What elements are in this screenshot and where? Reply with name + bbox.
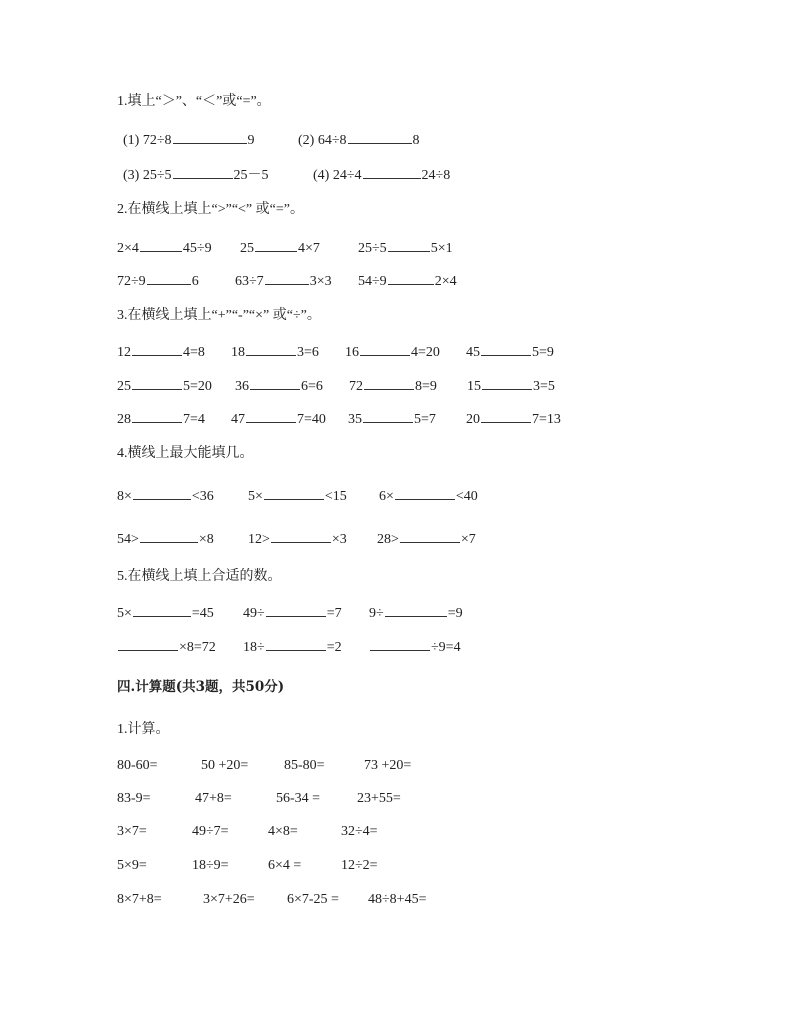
answer-blank[interactable] <box>264 486 324 500</box>
section-5-title: 5.在横线上填上合适的数。 <box>117 569 282 584</box>
s3-item-10-post: 7=40 <box>297 412 326 427</box>
part-4-heading: 四.计算题(共3题，共50分) <box>117 679 285 695</box>
s3-item-2-pre: 18 <box>231 345 245 360</box>
calc-item: 8×7+8= <box>117 892 162 907</box>
s3-item-5-pre: 25 <box>117 379 131 394</box>
section-2-title: 2.在横线上填上“>”“<” 或“=”。 <box>117 202 304 217</box>
answer-blank[interactable] <box>173 165 233 179</box>
s1-item-3-label: (3) <box>123 168 140 183</box>
s3-item-12-pre: 20 <box>466 412 480 427</box>
s3-item-6-pre: 36 <box>235 379 249 394</box>
s4-item-4-pre: 54> <box>117 532 139 547</box>
s3-item-11-post: 5=7 <box>414 412 436 427</box>
answer-blank[interactable] <box>246 409 296 423</box>
s4-item-5-pre: 12> <box>248 532 270 547</box>
answer-blank[interactable] <box>400 529 460 543</box>
s5-item-4 <box>117 637 216 658</box>
s4-item-3-pre: 6× <box>379 489 394 504</box>
s2-item-6 <box>358 271 457 292</box>
s3-item-10-pre: 47 <box>231 412 245 427</box>
calc-item: 4×8= <box>268 824 298 839</box>
answer-blank[interactable] <box>364 376 414 390</box>
s1-item-2 <box>298 130 420 151</box>
s2-item-3-post: 5×1 <box>430 241 453 256</box>
s3-item-3 <box>345 342 440 363</box>
s2-item-3 <box>358 238 453 259</box>
answer-blank[interactable] <box>140 529 198 543</box>
s4-item-5 <box>248 529 347 550</box>
s4-item-2-pre: 5× <box>248 489 263 504</box>
s5-item-1 <box>117 603 214 624</box>
calc-item: 3×7= <box>117 824 147 839</box>
s3-item-6-post: 6=6 <box>301 379 323 394</box>
s3-item-11-pre: 35 <box>348 412 362 427</box>
s2-item-6-pre: 54÷9 <box>358 274 387 289</box>
calc-item: 56-34 = <box>276 791 321 806</box>
answer-blank[interactable] <box>360 342 410 356</box>
answer-blank[interactable] <box>132 376 182 390</box>
s1-item-1-label: (1) <box>123 133 140 148</box>
s3-item-8-pre: 15 <box>467 379 481 394</box>
answer-blank[interactable] <box>363 409 413 423</box>
s1-item-1-post: 9 <box>247 133 255 148</box>
s4-item-4-post: ×8 <box>198 532 214 547</box>
s5-item-4-post: ×8=72 <box>179 640 216 655</box>
s5-item-2 <box>243 603 342 624</box>
s5-item-6 <box>369 637 461 658</box>
answer-blank[interactable] <box>173 130 247 144</box>
s4-item-1 <box>117 486 214 507</box>
s4-item-2-post: <15 <box>324 489 347 504</box>
answer-blank[interactable] <box>132 342 182 356</box>
s2-item-1-pre: 2×4 <box>117 241 139 256</box>
s4-item-5-post: ×3 <box>331 532 347 547</box>
s3-item-8 <box>467 376 555 397</box>
s1-item-2-pre: 64÷8 <box>317 133 347 148</box>
calc-item: 48÷8+45= <box>368 892 427 907</box>
s3-item-2 <box>231 342 319 363</box>
s4-item-1-post: <36 <box>191 489 214 504</box>
s3-item-5-post: 5=20 <box>183 379 212 394</box>
s2-item-1 <box>117 238 212 259</box>
s1-item-2-post: 8 <box>412 133 420 148</box>
calc-item: 73 +20= <box>364 758 412 773</box>
s3-item-7 <box>349 376 437 397</box>
s5-item-3-post: =9 <box>447 606 463 621</box>
s3-item-2-post: 3=6 <box>297 345 319 360</box>
answer-blank[interactable] <box>481 342 531 356</box>
s4-item-6-pre: 28> <box>377 532 399 547</box>
s2-item-2-pre: 25 <box>240 241 254 256</box>
s5-item-3 <box>369 603 463 624</box>
s2-item-1-post: 45÷9 <box>182 241 212 256</box>
answer-blank[interactable] <box>385 603 447 617</box>
s2-item-5-pre: 63÷7 <box>235 274 264 289</box>
calc-item: 32÷4= <box>341 824 378 839</box>
answer-blank[interactable] <box>266 637 326 651</box>
s3-item-5 <box>117 376 212 397</box>
s4-item-6-post: ×7 <box>460 532 476 547</box>
answer-blank[interactable] <box>482 376 532 390</box>
s1-item-4-pre: 24÷4 <box>332 168 362 183</box>
answer-blank[interactable] <box>118 637 178 651</box>
calc-item: 85-80= <box>284 758 325 773</box>
calc-item: 12÷2= <box>341 858 378 873</box>
section-4-title: 4.横线上最大能填几。 <box>117 446 254 461</box>
s3-item-12-post: 7=13 <box>532 412 561 427</box>
calc-item: 3×7+26= <box>203 892 255 907</box>
s3-item-11 <box>348 409 436 430</box>
answer-blank[interactable] <box>370 637 430 651</box>
answer-blank[interactable] <box>133 603 191 617</box>
s5-item-5 <box>243 637 342 658</box>
s2-item-4 <box>117 271 199 292</box>
s1-item-3-pre: 25÷5 <box>142 168 172 183</box>
s2-item-5-post: 3×3 <box>309 274 332 289</box>
answer-blank[interactable] <box>246 342 296 356</box>
answer-blank[interactable] <box>265 271 309 285</box>
s2-item-6-post: 2×4 <box>434 274 457 289</box>
s5-item-5-post: =2 <box>326 640 342 655</box>
s4-item-1-pre: 8× <box>117 489 132 504</box>
s3-item-1-post: 4=8 <box>183 345 205 360</box>
s5-item-2-post: =7 <box>326 606 342 621</box>
s3-item-8-post: 3=5 <box>533 379 555 394</box>
s5-item-2-pre: 49÷ <box>243 606 265 621</box>
calc-item: 80-60= <box>117 758 158 773</box>
answer-blank[interactable] <box>348 130 412 144</box>
s3-item-4 <box>466 342 554 363</box>
answer-blank[interactable] <box>250 376 300 390</box>
s1-item-4 <box>313 165 450 186</box>
s5-item-3-pre: 9÷ <box>369 606 384 621</box>
s2-item-2-post: 4×7 <box>298 241 320 256</box>
s4-item-3 <box>379 486 478 507</box>
s4-item-2 <box>248 486 347 507</box>
answer-blank[interactable] <box>363 165 421 179</box>
answer-blank[interactable] <box>388 238 430 252</box>
s3-item-3-pre: 16 <box>345 345 359 360</box>
calc-item: 6×7-25 = <box>287 892 339 907</box>
s1-item-4-label: (4) <box>313 168 330 183</box>
s2-item-4-pre: 72÷9 <box>117 274 146 289</box>
answer-blank[interactable] <box>388 271 434 285</box>
s5-item-1-pre: 5× <box>117 606 132 621</box>
answer-blank[interactable] <box>271 529 331 543</box>
answer-blank[interactable] <box>395 486 455 500</box>
s5-item-6-post: ÷9=4 <box>431 640 461 655</box>
s4-item-3-post: <40 <box>455 489 478 504</box>
answer-blank[interactable] <box>266 603 326 617</box>
answer-blank[interactable] <box>481 409 531 423</box>
s3-item-7-pre: 72 <box>349 379 363 394</box>
s3-item-3-post: 4=20 <box>411 345 440 360</box>
question-1-title: 1.计算。 <box>117 722 170 737</box>
s3-item-12 <box>466 409 561 430</box>
answer-blank[interactable] <box>255 238 297 252</box>
s1-item-1 <box>123 130 255 151</box>
s1-item-2-label: (2) <box>298 133 315 148</box>
s2-item-3-pre: 25÷5 <box>358 241 387 256</box>
s2-item-5 <box>235 271 332 292</box>
answer-blank[interactable] <box>147 271 191 285</box>
s3-item-1-pre: 12 <box>117 345 131 360</box>
s1-item-3 <box>123 165 269 186</box>
s2-item-4-post: 6 <box>191 274 199 289</box>
answer-blank[interactable] <box>133 486 191 500</box>
s3-item-9-pre: 28 <box>117 412 131 427</box>
calc-item: 47+8= <box>195 791 232 806</box>
calc-item: 23+55= <box>357 791 401 806</box>
answer-blank[interactable] <box>132 409 182 423</box>
s3-item-4-post: 5=9 <box>532 345 554 360</box>
s2-item-2 <box>240 238 320 259</box>
s3-item-4-pre: 45 <box>466 345 480 360</box>
section-1-title: 1.填上“＞”、“＜”或“=”。 <box>117 94 271 109</box>
calc-item: 83-9= <box>117 791 151 806</box>
calc-item: 50 +20= <box>201 758 249 773</box>
s3-item-7-post: 8=9 <box>415 379 437 394</box>
s5-item-1-post: =45 <box>191 606 214 621</box>
s4-item-4 <box>117 529 214 550</box>
s1-item-4-post: 24÷8 <box>421 168 451 183</box>
s4-item-6 <box>377 529 476 550</box>
calc-item: 18÷9= <box>192 858 229 873</box>
s3-item-10 <box>231 409 326 430</box>
s1-item-1-pre: 72÷8 <box>142 133 172 148</box>
calc-item: 49÷7= <box>192 824 229 839</box>
s3-item-1 <box>117 342 205 363</box>
section-3-title: 3.在横线上填上“+”“-”“×” 或“÷”。 <box>117 308 321 323</box>
s5-item-5-pre: 18÷ <box>243 640 265 655</box>
calc-item: 5×9= <box>117 858 147 873</box>
s3-item-6 <box>235 376 323 397</box>
s1-item-3-post: 25－5 <box>233 168 269 183</box>
s3-item-9 <box>117 409 205 430</box>
s3-item-9-post: 7=4 <box>183 412 205 427</box>
calc-item: 6×4 = <box>268 858 302 873</box>
answer-blank[interactable] <box>140 238 182 252</box>
